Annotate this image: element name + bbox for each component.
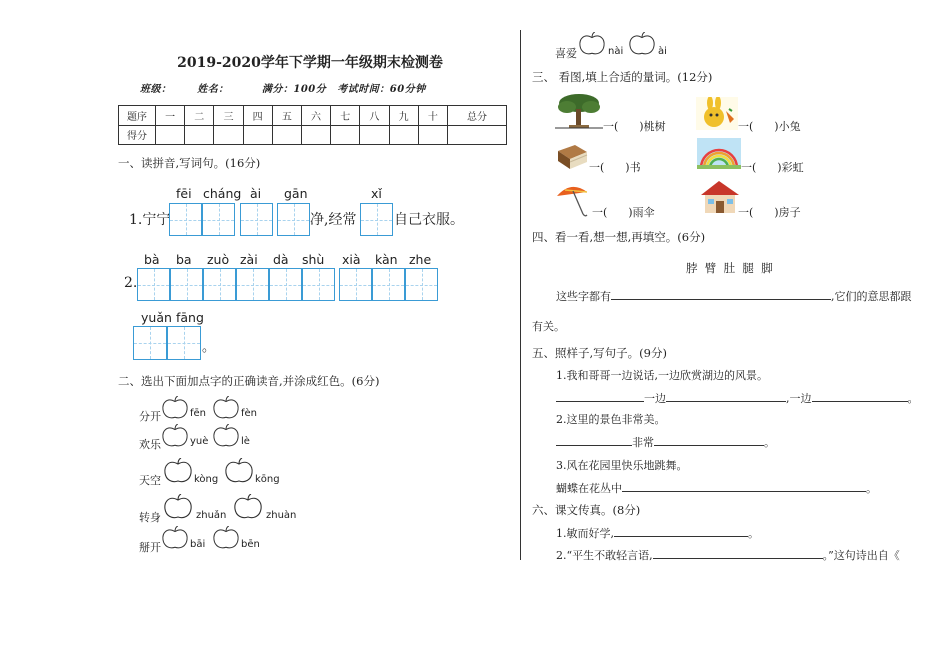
name-label: 姓名：: [197, 84, 229, 95]
q5-heading: 五、照样子,写句子。(9分): [532, 346, 667, 360]
q3-fill[interactable]: [741, 159, 804, 175]
writing-cell[interactable]: [277, 203, 310, 236]
q4-chars: 脖 臂 肚 腿 脚: [686, 261, 773, 275]
writing-cell[interactable]: [339, 268, 372, 301]
q6-l2-a: 2.“平生不敢轻言语,: [556, 549, 653, 562]
q5-fill-2: [556, 434, 775, 450]
score-cell[interactable]: [389, 125, 418, 145]
q5-fill-1: [556, 390, 919, 406]
pinyin: zuò: [207, 252, 230, 267]
full-score: 满分：100分: [261, 84, 327, 95]
q5-fill2-b: 。: [764, 436, 775, 449]
writing-cell[interactable]: [202, 203, 235, 236]
s2-prefix: 2.: [124, 275, 138, 291]
q5-blank[interactable]: [654, 435, 764, 446]
score-header-cell: 五: [272, 106, 301, 126]
writing-cell[interactable]: [203, 268, 236, 301]
peach-tree-picture: [555, 91, 603, 129]
q4-line1-a: 这些字都有: [556, 290, 611, 303]
class-label: 班级：: [140, 84, 172, 95]
q2-option: fèn: [241, 408, 258, 419]
q3-heading: 三、 看图,填上合适的量词。(12分): [532, 70, 713, 84]
exam-info: [140, 80, 426, 95]
writing-cell[interactable]: [170, 268, 203, 301]
pinyin: fēi: [176, 186, 192, 201]
q3-suffix: )小兔: [774, 120, 801, 133]
pinyin: xǐ: [371, 186, 382, 201]
score-header-cell: 总分: [448, 106, 507, 126]
s1-mid: 净,经常: [310, 212, 357, 228]
q6-l1-b: 。: [748, 527, 759, 540]
q2-option: bāi: [190, 539, 206, 550]
s1-prefix: 1.宁宁: [129, 212, 171, 228]
writing-cell[interactable]: [269, 268, 302, 301]
s2-end: 。: [202, 340, 216, 355]
writing-cell[interactable]: [372, 268, 405, 301]
q2-word: 欢乐: [139, 438, 161, 451]
pinyin: dà: [273, 252, 289, 267]
score-cell[interactable]: [214, 125, 243, 145]
q2-option: nài: [608, 46, 624, 57]
score-cell[interactable]: [331, 125, 360, 145]
q2-word: 掰开: [139, 541, 161, 554]
q5-blank[interactable]: [622, 481, 866, 492]
score-header-cell: 三: [214, 106, 243, 126]
q5-example-1: 1.我和哥哥一边说话,一边欣赏湖边的风景。: [556, 369, 768, 382]
score-header-cell: 题序: [119, 106, 156, 126]
q2-option: kòng: [194, 474, 219, 485]
apple-answer-icon[interactable]: [163, 458, 193, 484]
page-title: 2019-2020学年下学期一年级期末检测卷: [177, 55, 443, 71]
score-header-cell: 八: [360, 106, 389, 126]
s1-end: 自己衣服。: [394, 212, 464, 228]
pinyin: gān: [284, 186, 308, 201]
q2-option: ài: [658, 46, 667, 57]
exam-time: 考试时间：60分钟: [337, 84, 426, 95]
q1-heading: 一、读拼音,写词句。(16分): [118, 156, 261, 170]
score-header-cell: 十: [418, 106, 447, 126]
score-table: [118, 105, 507, 145]
q2-option: fēn: [190, 408, 207, 419]
q4-line1-b: ,它们的意思都跟: [831, 290, 912, 303]
score-cell[interactable]: [185, 125, 214, 145]
q2-option: yuè: [190, 436, 209, 447]
score-header-cell: 四: [243, 106, 272, 126]
pinyin: xià: [342, 252, 361, 267]
q3-fill[interactable]: [603, 118, 666, 134]
pinyin: bà: [144, 252, 160, 267]
q5-fill-3: [556, 480, 877, 496]
q3-fill[interactable]: [592, 204, 655, 220]
umbrella-picture: [555, 182, 591, 218]
house-picture: [699, 179, 741, 215]
q3-prefix: 一(: [741, 161, 757, 174]
q2-word: 喜爱: [555, 47, 577, 60]
pinyin: zhe: [409, 252, 432, 267]
pinyin: cháng: [203, 186, 242, 201]
q3-prefix: 一(: [738, 120, 754, 133]
pinyin: zài: [240, 252, 258, 267]
writing-cell[interactable]: [302, 268, 335, 301]
pinyin: yuǎn: [141, 310, 172, 325]
writing-cell[interactable]: [167, 326, 201, 360]
writing-cell[interactable]: [240, 203, 273, 236]
writing-cell[interactable]: [133, 326, 167, 360]
rainbow-picture: [697, 138, 741, 169]
score-header-cell: 一: [156, 106, 185, 126]
q3-prefix: 一(: [738, 206, 754, 219]
score-table-score-row: [119, 125, 507, 145]
apple-answer-icon[interactable]: [224, 458, 254, 484]
q6-l2-b: 。”这句诗出自《: [822, 549, 900, 562]
q2-option: kōng: [255, 474, 280, 485]
q3-fill[interactable]: [738, 204, 801, 220]
q5-fill3-a: 蝴蝶在花丛中: [556, 482, 622, 495]
apple-answer-icon[interactable]: [578, 32, 606, 56]
writing-cell[interactable]: [405, 268, 438, 301]
q5-fill1-c: 。: [907, 392, 919, 405]
q5-fill3-b: 。: [866, 482, 877, 495]
q6-heading: 六、课文传真。(8分): [532, 503, 641, 517]
q5-blank[interactable]: [556, 435, 632, 446]
score-table-header-row: [119, 106, 507, 126]
rabbit-picture: [696, 97, 738, 130]
q2-heading: 二、选出下面加点字的正确读音,并涂成红色。(6分): [118, 374, 380, 388]
q2-option: bēn: [241, 539, 260, 550]
q4-heading: 四、看一看,想一想,再填空。(6分): [532, 230, 706, 244]
column-divider: [520, 30, 521, 560]
q3-suffix: )房子: [774, 206, 801, 219]
q3-suffix: )雨伞: [628, 206, 655, 219]
q6-line-2: [556, 547, 900, 563]
q3-prefix: 一(: [589, 161, 605, 174]
q6-blank[interactable]: [653, 548, 823, 559]
apple-answer-icon[interactable]: [161, 424, 189, 448]
score-cell[interactable]: [448, 125, 507, 145]
apple-answer-icon[interactable]: [161, 526, 189, 550]
pinyin: ài: [250, 186, 262, 201]
q5-blank[interactable]: [666, 391, 786, 402]
apple-answer-icon[interactable]: [161, 396, 189, 420]
q3-suffix: )桃树: [639, 120, 666, 133]
apple-answer-icon[interactable]: [628, 32, 656, 56]
q2-word: 分开: [139, 410, 161, 423]
pinyin: ba: [176, 252, 192, 267]
writing-cell[interactable]: [360, 203, 393, 236]
apple-answer-icon[interactable]: [163, 494, 193, 520]
score-header-cell: 七: [331, 106, 360, 126]
apple-answer-icon[interactable]: [233, 494, 263, 520]
pinyin: shù: [302, 252, 325, 267]
q6-blank[interactable]: [614, 526, 748, 537]
q5-blank[interactable]: [556, 391, 644, 402]
q3-suffix: )书: [625, 161, 641, 174]
q6-line-1: [556, 525, 759, 541]
q3-prefix: 一(: [603, 120, 619, 133]
q3-prefix: 一(: [592, 206, 608, 219]
writing-cell[interactable]: [137, 268, 170, 301]
score-header-cell: 六: [301, 106, 330, 126]
score-cell[interactable]: [418, 125, 447, 145]
score-cell[interactable]: [301, 125, 330, 145]
q2-option: lè: [241, 436, 250, 447]
q2-word: 天空: [139, 474, 161, 487]
q2-option: zhuàn: [266, 510, 297, 521]
q5-fill1-a: 一边: [644, 392, 666, 405]
q5-fill2-a: 非常: [632, 436, 654, 449]
q5-example-2: 2.这里的景色非常美。: [556, 413, 666, 426]
apple-answer-icon[interactable]: [212, 424, 240, 448]
q6-l1-a: 1.敏而好学,: [556, 527, 614, 540]
score-header-cell: 二: [185, 106, 214, 126]
apple-answer-icon[interactable]: [212, 396, 240, 420]
q5-blank[interactable]: [812, 391, 908, 402]
q5-example-3: 3.风在花园里快乐地跳舞。: [556, 459, 688, 472]
score-row-label: 得分: [119, 125, 156, 145]
q2-option: zhuǎn: [196, 510, 227, 521]
score-cell[interactable]: [156, 125, 185, 145]
q3-suffix: )彩虹: [777, 161, 804, 174]
q3-fill[interactable]: [589, 159, 641, 175]
q4-line2: 有关。: [532, 320, 565, 333]
score-cell[interactable]: [243, 125, 272, 145]
q5-fill1-b: ,一边: [786, 392, 812, 405]
book-picture: [555, 143, 589, 171]
q4-line1: [556, 288, 912, 304]
writing-cell[interactable]: [169, 203, 202, 236]
score-cell[interactable]: [272, 125, 301, 145]
pinyin: kàn: [375, 252, 398, 267]
writing-cell[interactable]: [236, 268, 269, 301]
q3-fill[interactable]: [738, 118, 801, 134]
q4-blank[interactable]: [611, 289, 831, 300]
score-cell[interactable]: [360, 125, 389, 145]
apple-answer-icon[interactable]: [212, 526, 240, 550]
q2-word: 转身: [139, 511, 161, 524]
pinyin: fāng: [176, 310, 204, 325]
score-header-cell: 九: [389, 106, 418, 126]
